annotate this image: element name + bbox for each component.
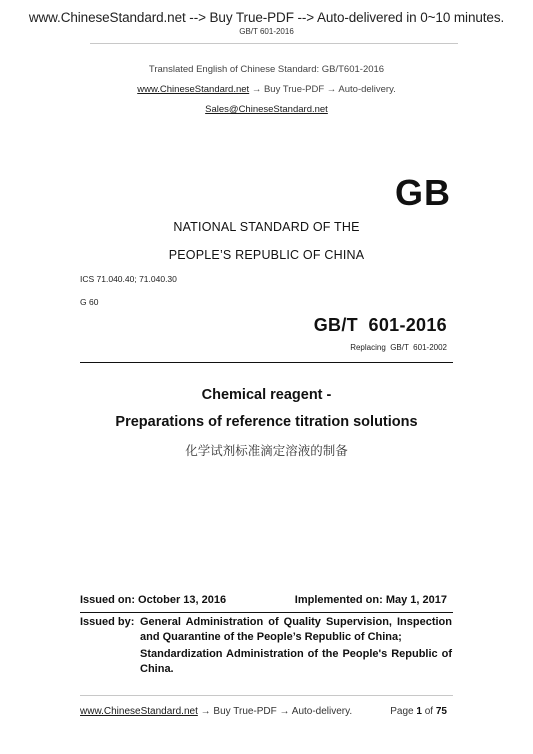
ics-code: ICS 71.040.40; 71.040.30 [80, 274, 177, 284]
national-standard-line1: NATIONAL STANDARD OF THE [173, 220, 360, 234]
implemented-on-date: Implemented on: May 1, 2017 [294, 594, 447, 606]
page-total: 75 [435, 706, 447, 717]
header-divider [90, 43, 458, 44]
page-current: 1 [416, 706, 422, 717]
page-indicator [390, 706, 447, 717]
footer-site-link[interactable]: www.ChineseStandard.net [80, 706, 198, 717]
header-standard-code: GB/T 601-2016 [239, 27, 294, 36]
gb-logo: GB [395, 172, 451, 213]
email-link[interactable]: Sales@ChineseStandard.net [205, 104, 328, 115]
page-of: of [424, 706, 434, 717]
issued-by-authority-2: Standardization Administration of the People's Republic of China. [140, 648, 452, 675]
ccs-code: G 60 [80, 297, 99, 307]
national-standard-line2: PEOPLE’S REPUBLIC OF CHINA [168, 248, 365, 262]
issued-by-authority-1: General Administration of Quality Supervision, Inspection and Quarantine of the People’s Republic of China; [140, 616, 452, 643]
title-divider [80, 362, 453, 363]
standard-number: GB/T 601-2016 [313, 315, 447, 335]
issue-divider [80, 612, 453, 613]
buy-line [0, 84, 533, 95]
issued-on-date: Issued on: October 13, 2016 [80, 594, 227, 606]
footer-divider [80, 695, 453, 696]
title-line1: Chemical reagent - [201, 387, 332, 403]
replacing-note: Replacing GB/T 601-2002 [350, 343, 447, 352]
page-label: Page [390, 706, 414, 717]
site-link[interactable]: www.ChineseStandard.net [137, 84, 250, 95]
buy-text: → Buy True-PDF → Auto-delivery. [249, 84, 396, 95]
chinese-title: 化学试剂标准滴定溶液的制备 [185, 443, 348, 458]
email-line [0, 104, 533, 115]
title-line2: Preparations of reference titration solutions [115, 414, 418, 430]
translated-line: Translated English of Chinese Standard: GB/T601-2016 [148, 64, 385, 75]
issued-by-label: Issued by: [80, 616, 135, 628]
footer-buy-line [80, 706, 352, 717]
header-banner: www.ChineseStandard.net --> Buy True-PDF --> Auto-delivered in 0~10 minutes. [28, 10, 505, 25]
footer-buy-text: → Buy True-PDF → Auto-delivery. [197, 706, 353, 717]
